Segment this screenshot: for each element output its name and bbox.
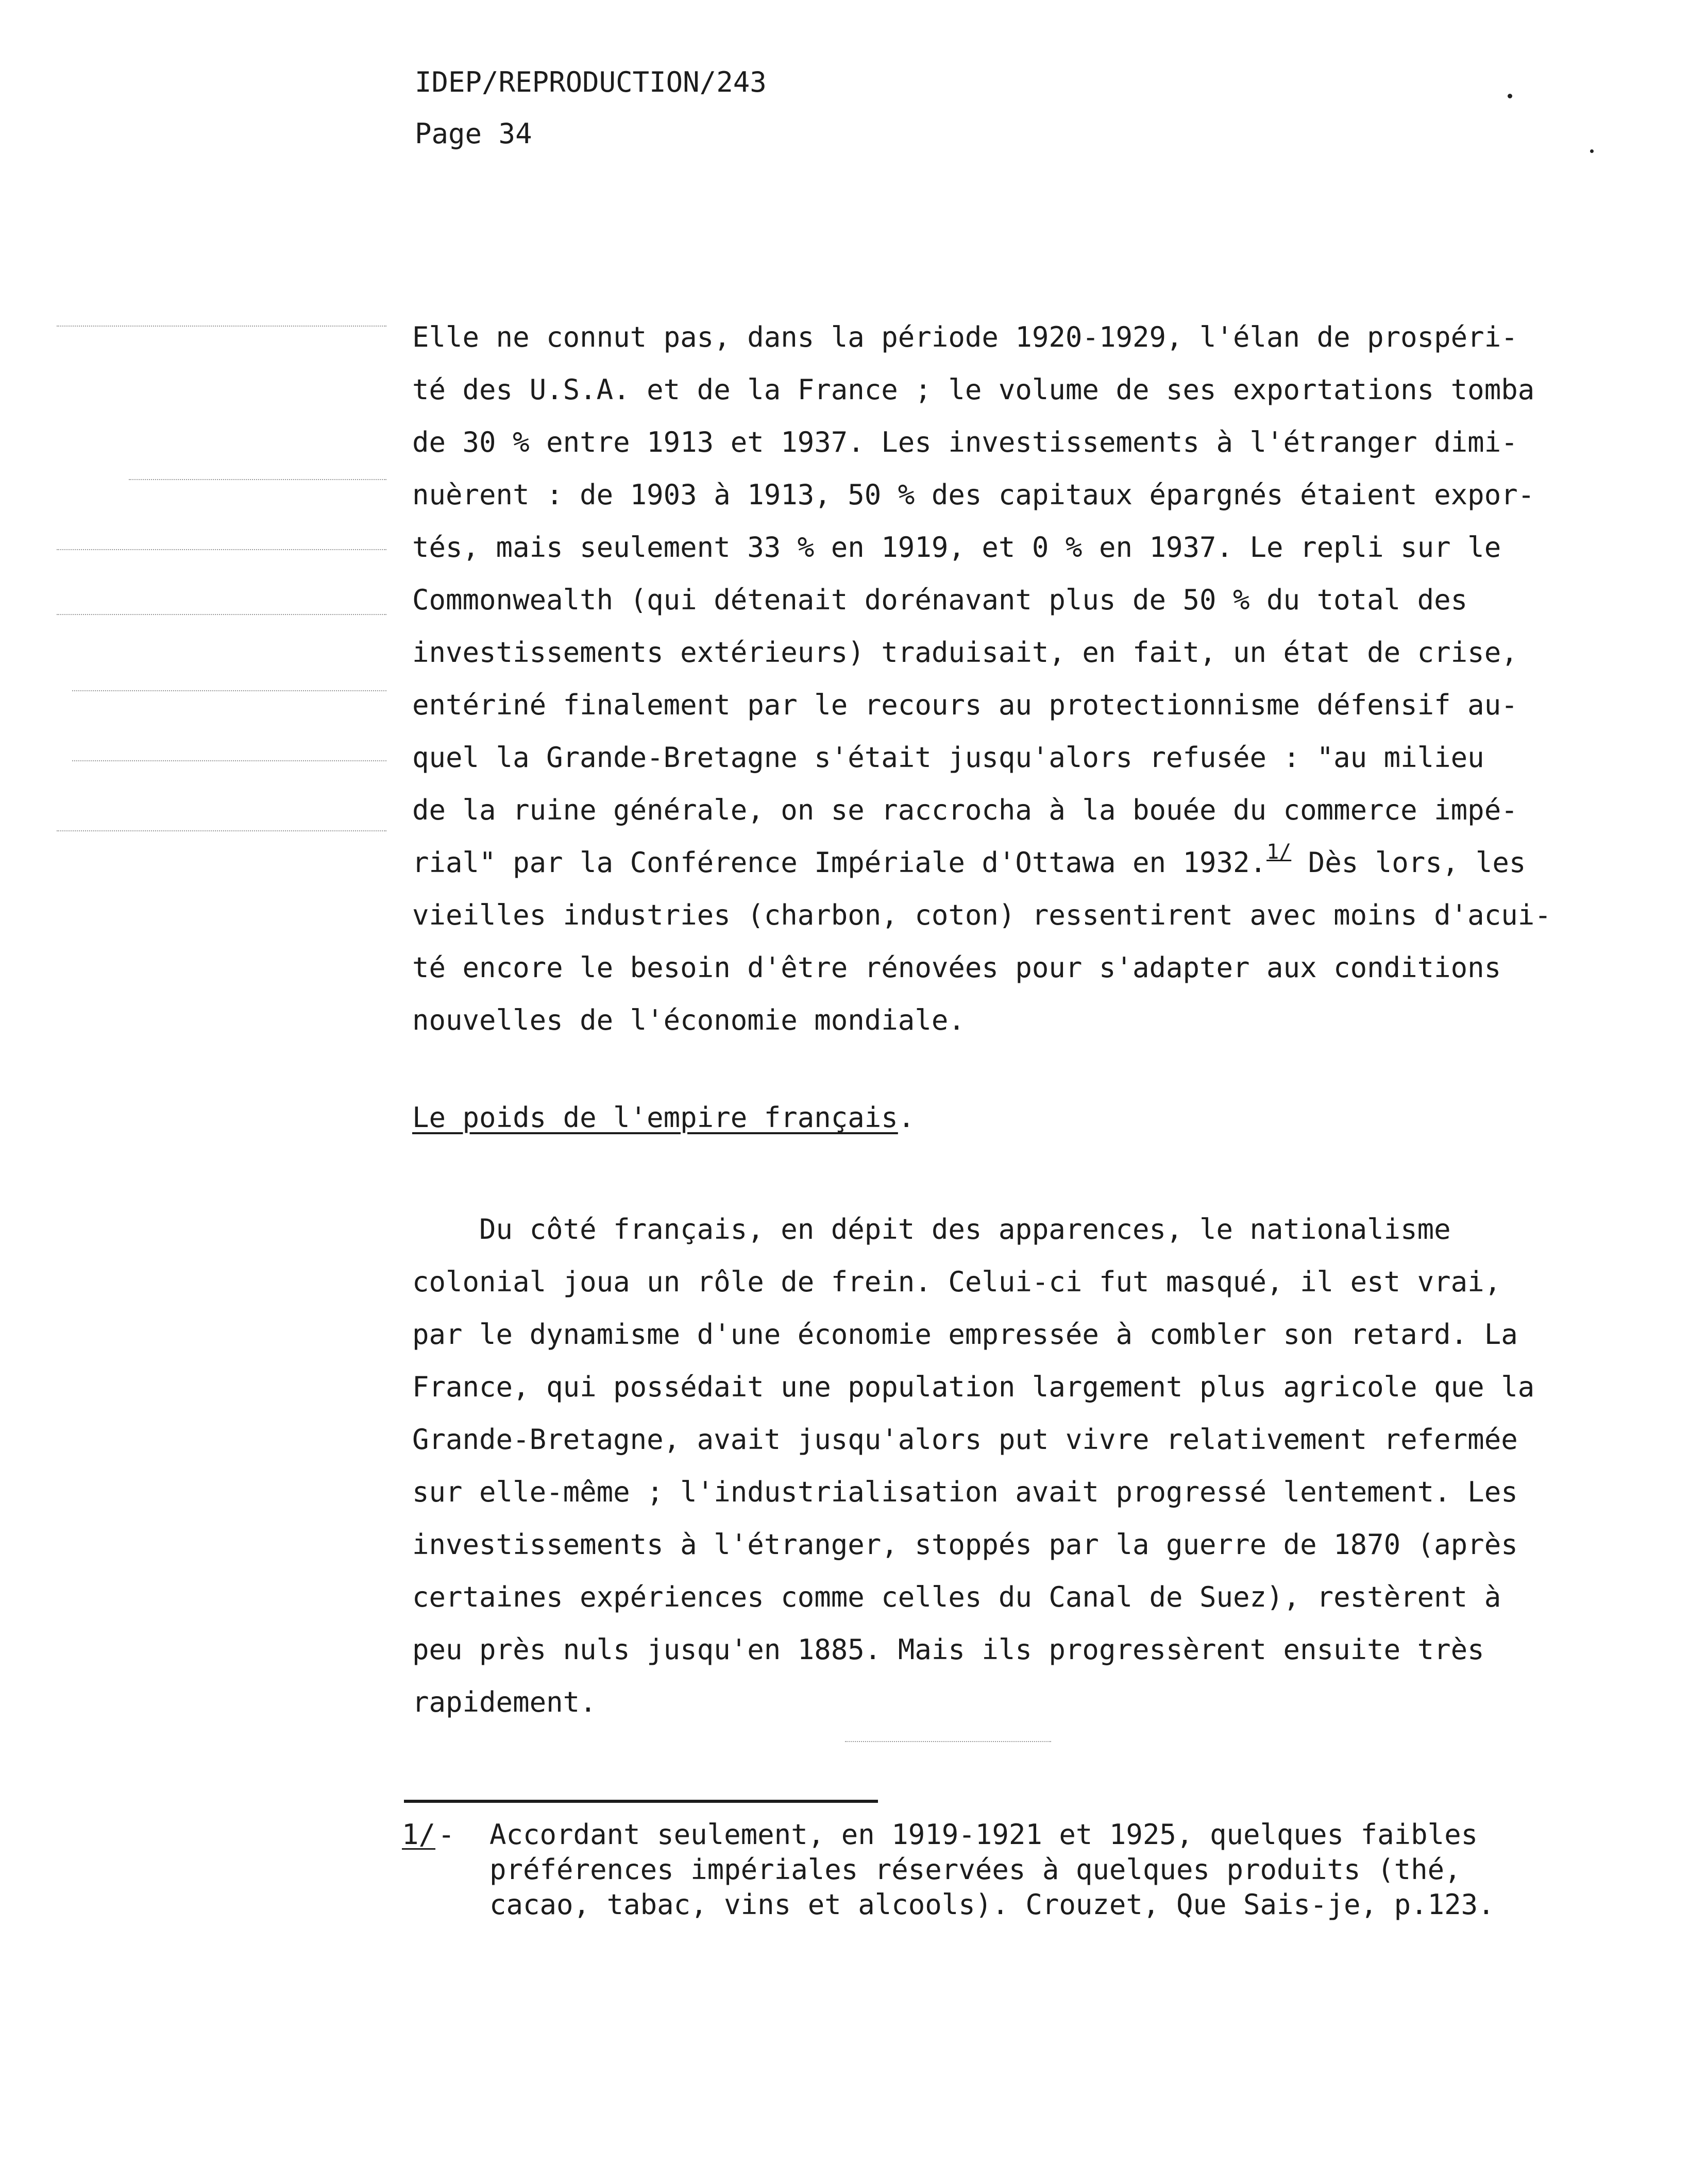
stray-mark-dot bbox=[1508, 94, 1512, 98]
text-line: quel la Grande-Bretagne s'était jusqu'alors refusée : "au milieu bbox=[412, 741, 1484, 774]
document-reference: IDEP/REPRODUCTION/243 bbox=[415, 66, 767, 98]
footnote-text: préférences impériales réservées à quelques produits (thé, bbox=[489, 1853, 1461, 1886]
text-line: de 30 % entre 1913 et 1937. Les investissements à l'étranger dimi- bbox=[412, 426, 1518, 458]
text-line: Elle ne connut pas, dans la période 1920-1929, l'élan de prospéri- bbox=[412, 321, 1518, 353]
footnote-line bbox=[402, 1852, 1495, 1887]
text-line: peu près nuls jusqu'en 1885. Mais ils progressèrent ensuite très bbox=[412, 1633, 1484, 1666]
stray-mark-dot bbox=[1590, 149, 1594, 153]
text-line: par le dynamisme d'une économie empressée à combler son retard. La bbox=[412, 1318, 1518, 1351]
footnote-marker: 1/ bbox=[402, 1818, 436, 1851]
scan-artifact-line bbox=[57, 549, 386, 551]
paragraph-french-empire bbox=[412, 1203, 1534, 1729]
text-line: Grande-Bretagne, avait jusqu'alors put vivre relativement refermée bbox=[412, 1423, 1518, 1456]
scan-artifact-line bbox=[129, 479, 386, 481]
text-line: té des U.S.A. et de la France ; le volume de ses exportations tomba bbox=[412, 373, 1535, 406]
footnote-text: Accordant seulement, en 1919-1921 et 1925, quelques faibles bbox=[489, 1818, 1478, 1851]
text-line: nouvelles de l'économie mondiale. bbox=[412, 1004, 965, 1036]
scan-artifact-line bbox=[72, 760, 386, 762]
section-heading bbox=[412, 1092, 915, 1144]
section-heading-period: . bbox=[898, 1101, 915, 1134]
text-line: investissements extérieurs) traduisait, en fait, un état de crise, bbox=[412, 636, 1518, 669]
text-line: vieilles industries (charbon, coton) ressentirent avec moins d'acui- bbox=[412, 899, 1551, 931]
footnote-dash: - bbox=[438, 1818, 455, 1851]
text-line: rapidement. bbox=[412, 1686, 597, 1718]
paragraph-uk-trade bbox=[412, 311, 1551, 1047]
scan-artifact-line bbox=[72, 690, 386, 692]
text-line: tés, mais seulement 33 % en 1919, et 0 % en 1937. Le repli sur le bbox=[412, 531, 1501, 564]
text-line: certaines expériences comme celles du Canal de Suez), restèrent à bbox=[412, 1581, 1501, 1613]
text-fragment: Dès lors, les bbox=[1291, 846, 1526, 879]
text-line: de la ruine générale, on se raccrocha à la bouée du commerce impé- bbox=[412, 794, 1518, 826]
footnote-line bbox=[402, 1817, 1495, 1852]
scan-artifact-line bbox=[845, 1741, 1051, 1743]
footnote-text: cacao, tabac, vins et alcools). Crouzet, Que Sais-je, p.123. bbox=[489, 1888, 1495, 1921]
text-line-with-footnote bbox=[412, 837, 1551, 889]
footnote-reference: 1/ bbox=[1266, 840, 1292, 864]
page-number: Page 34 bbox=[415, 117, 532, 150]
scan-artifact-line bbox=[57, 830, 386, 832]
text-fragment: rial" par la Conférence Impériale d'Ottawa en 1932. bbox=[412, 846, 1267, 879]
text-line: investissements à l'étranger, stoppés par la guerre de 1870 (après bbox=[412, 1528, 1518, 1561]
text-line: nuèrent : de 1903 à 1913, 50 % des capitaux épargnés étaient expor- bbox=[412, 479, 1535, 511]
footnote-line bbox=[402, 1887, 1495, 1922]
text-line: France, qui possédait une population largement plus agricole que la bbox=[412, 1371, 1535, 1403]
text-line: té encore le besoin d'être rénovées pour s'adapter aux conditions bbox=[412, 951, 1501, 984]
text-line: sur elle-même ; l'industrialisation avait progressé lentement. Les bbox=[412, 1476, 1518, 1508]
page-header bbox=[415, 57, 767, 160]
footnote bbox=[402, 1817, 1495, 1922]
text-line: Du côté français, en dépit des apparences, le nationalisme bbox=[412, 1213, 1451, 1245]
scan-artifact-line bbox=[57, 326, 386, 328]
text-line: Commonwealth (qui détenait dorénavant plus de 50 % du total des bbox=[412, 584, 1468, 616]
scan-artifact-line bbox=[57, 614, 386, 616]
text-line: entériné finalement par le recours au protectionnisme défensif au- bbox=[412, 689, 1518, 721]
section-heading-text: Le poids de l'empire français bbox=[412, 1101, 898, 1134]
text-line: colonial joua un rôle de frein. Celui-ci fut masqué, il est vrai, bbox=[412, 1266, 1501, 1298]
footnote-separator bbox=[404, 1800, 878, 1803]
